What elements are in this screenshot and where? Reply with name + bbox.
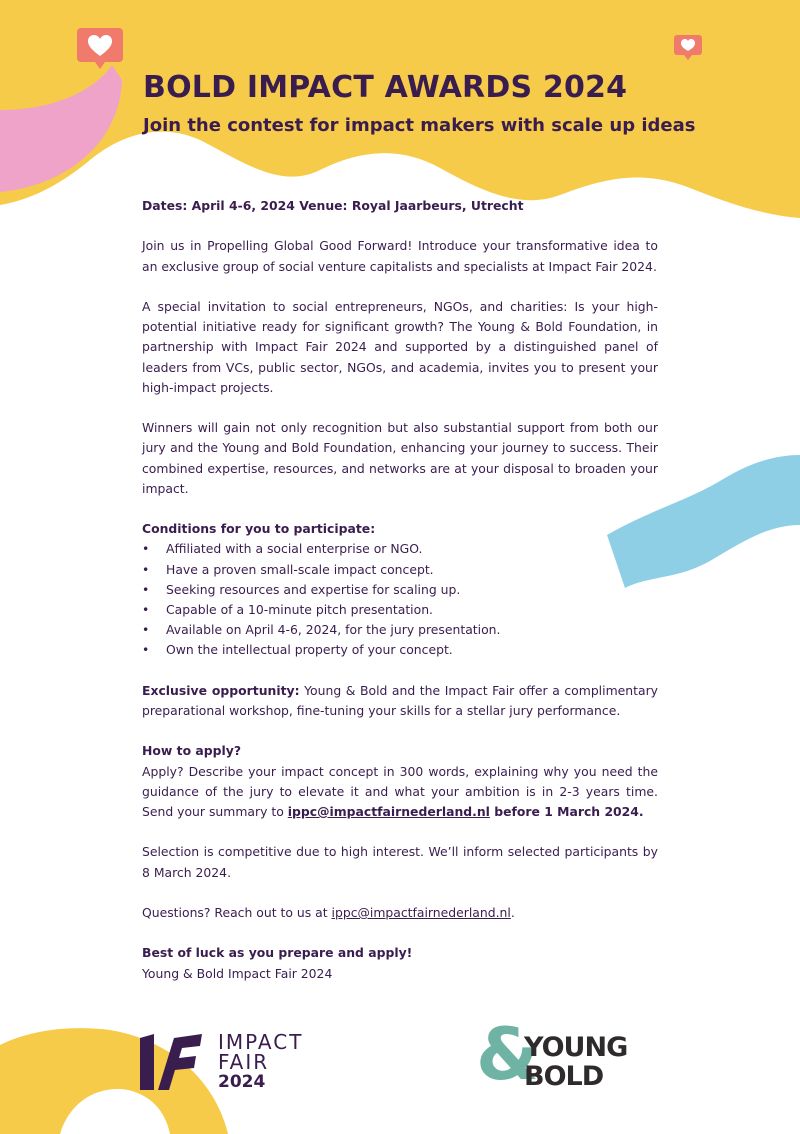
bullet: • bbox=[142, 642, 150, 658]
apply-paragraph: Apply? Describe your impact concept in 300 words, explaining why you need the guidance of the jury to elevate it and what your ambition is in 2-3 years time. Send your summary to ippc@impactfairnederland.nl before 1 March 2024. bbox=[142, 763, 658, 819]
exclusive-paragraph: Exclusive opportunity: Young & Bold and the Impact Fair offer a complimentary preparational workshop, fine-tuning your skills for a stellar jury performance. bbox=[142, 682, 658, 718]
signature: Young & Bold Impact Fair 2024 bbox=[142, 965, 333, 981]
apply-email-link[interactable]: ippc@impactfairnederland.nl bbox=[287, 804, 490, 819]
questions-email-link[interactable]: ippc@impactfairnederland.nl bbox=[331, 904, 511, 920]
conditions-heading: Conditions for you to participate: bbox=[142, 521, 376, 537]
closing-line: Best of luck as you prepare and apply! bbox=[142, 945, 413, 961]
list-item: • Seeking resources and expertise for scaling up. bbox=[142, 580, 658, 600]
young-word: YOUNG bbox=[524, 1032, 628, 1063]
if-logo-mark bbox=[140, 1032, 202, 1090]
ampersand-mark: & bbox=[476, 1012, 539, 1096]
heart-icon bbox=[77, 28, 123, 70]
intro-paragraph: Join us in Propelling Global Good Forward! Introduce your transformative idea to an exclusive group of social venture capitalists and specialists at Impact Fair 2024. bbox=[142, 238, 658, 274]
fair-word: FAIR bbox=[218, 1050, 270, 1074]
page-subtitle: Join the contest for impact makers with scale up ideas bbox=[143, 115, 696, 136]
bullet: • bbox=[142, 602, 150, 617]
conditions-list bbox=[142, 539, 658, 660]
impact-fair-logo bbox=[140, 1030, 340, 1095]
young-bold-logo bbox=[476, 1012, 666, 1098]
bullet: • bbox=[142, 622, 150, 638]
winners-paragraph: Winners will gain not only recognition but also substantial support from both our jury and the Young and Bold Foundation, enhancing your journey to success. Their combined expertise, resources, and networks are at your disposal to broaden your impact. bbox=[142, 420, 658, 496]
questions-paragraph: Questions? Reach out to us at ippc@impactfairnederland.nl. bbox=[142, 904, 515, 920]
list-item: • Own the intellectual property of your concept. bbox=[142, 640, 658, 660]
apply-deadline: before 1 March 2024. bbox=[489, 804, 644, 819]
heart-icon bbox=[674, 35, 702, 61]
heart-badge-left bbox=[77, 28, 123, 70]
list-item: • Have a proven small-scale impact concept. bbox=[142, 560, 658, 580]
page-title: BOLD IMPACT AWARDS 2024 bbox=[143, 70, 628, 105]
bold-word: BOLD bbox=[524, 1061, 604, 1092]
document-body bbox=[142, 196, 658, 984]
invitation-paragraph: A special invitation to social entrepreneurs, NGOs, and charities: Is your high-potential initiative ready for significant growth? The Young & Bold Foundation, in partnership with Impact Fair 2024 and supported by a distinguished panel of leaders from VCs, public sector, NGOs, and academia, invites you to present your high-impact projects. bbox=[142, 298, 658, 395]
bullet: • bbox=[142, 561, 150, 577]
bullet: • bbox=[142, 541, 150, 557]
bullet: • bbox=[142, 581, 150, 597]
logo-year: 2024 bbox=[218, 1072, 266, 1092]
list-item: • Capable of a 10-minute pitch presentation. bbox=[142, 600, 658, 620]
event-dates-venue: Dates: April 4-6, 2024 Venue: Royal Jaarbeurs, Utrecht bbox=[142, 198, 524, 213]
list-item: • Affiliated with a social enterprise or NGO. bbox=[142, 539, 658, 559]
impact-word: IMPACT bbox=[218, 1030, 304, 1054]
list-item: • Available on April 4-6, 2024, for the jury presentation. bbox=[142, 620, 658, 640]
exclusive-label: Exclusive opportunity: bbox=[142, 682, 300, 698]
apply-heading: How to apply? bbox=[142, 743, 242, 759]
heart-badge-right bbox=[674, 35, 702, 61]
selection-paragraph: Selection is competitive due to high interest. We’ll inform selected participants by 8 March 2024. bbox=[142, 844, 658, 880]
